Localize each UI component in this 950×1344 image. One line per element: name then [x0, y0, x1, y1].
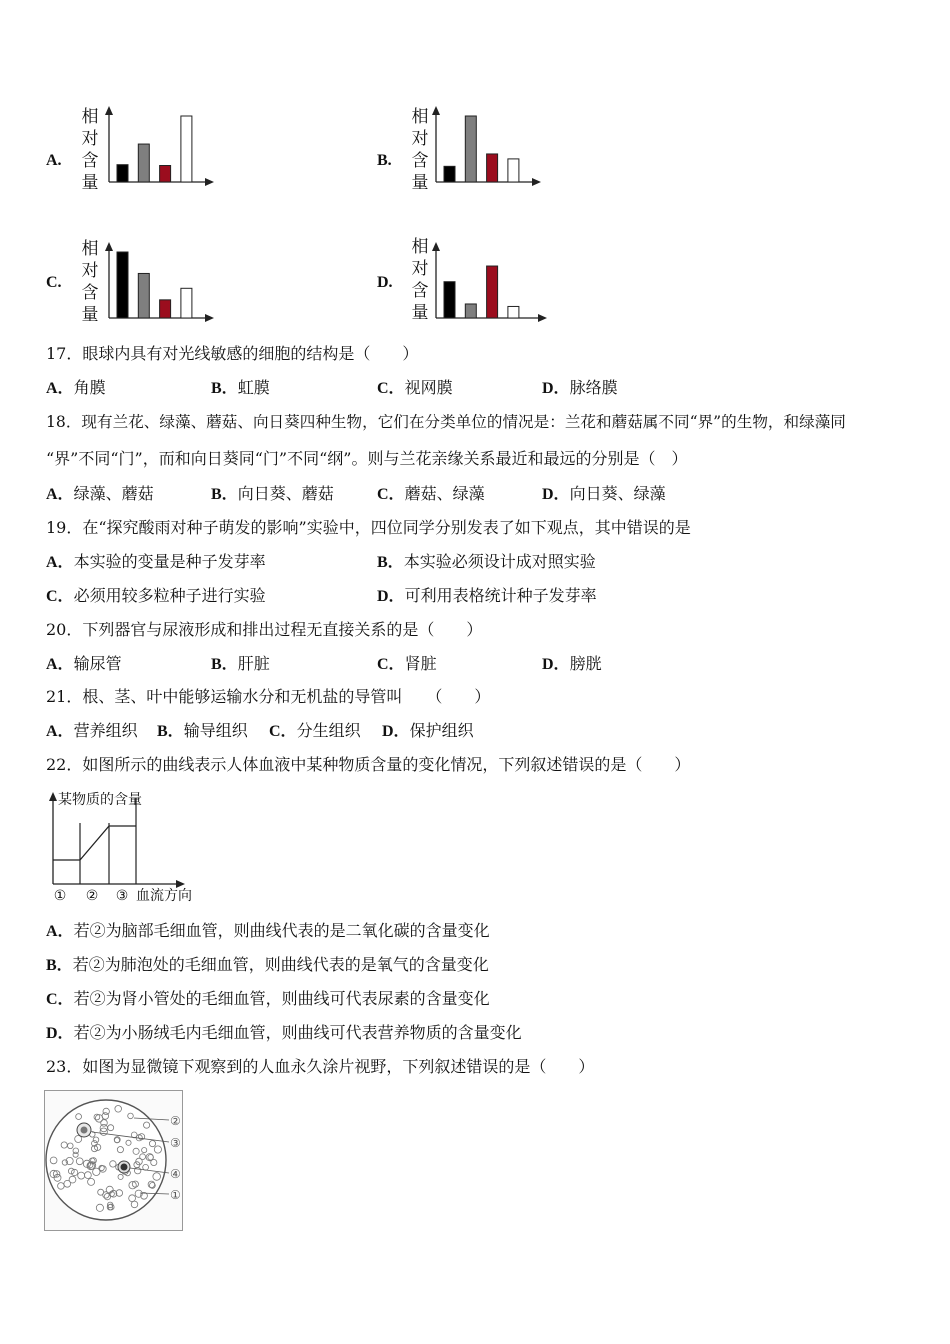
callout-label: ④ — [170, 1167, 181, 1181]
ylabel-char: 含 — [81, 151, 99, 171]
option-text: 向日葵、蘑菇 — [237, 484, 334, 503]
question-19-stem: 19．在“探究酸雨对种子萌发的影响”实验中，四位同学分别发表了如下观点，其中错误的是 — [46, 518, 691, 537]
option-letter: A． — [46, 380, 74, 397]
option-c[interactable] — [46, 586, 266, 607]
ylabel-char: 量 — [411, 303, 429, 323]
x-axis-arrow — [176, 880, 185, 888]
option-text: 视网膜 — [404, 378, 453, 397]
option-b[interactable] — [46, 955, 489, 976]
bar — [487, 154, 498, 182]
x-axis-label: 血流方向 — [136, 888, 192, 904]
ylabel-char: 相 — [81, 239, 99, 259]
option-text: 角膜 — [73, 378, 106, 397]
bar — [508, 159, 519, 182]
option-b[interactable] — [211, 654, 270, 675]
option-letter: C． — [46, 588, 74, 605]
option-text: 虹膜 — [237, 378, 270, 397]
option-c[interactable] — [377, 484, 485, 505]
option-a[interactable] — [46, 552, 266, 573]
option-letter: B． — [157, 723, 184, 740]
option-text: 输导组织 — [183, 721, 248, 740]
x-axis-arrow — [538, 314, 547, 322]
callout-label: ① — [170, 1188, 181, 1202]
ylabel-char: 量 — [81, 173, 99, 193]
question-21-stem: 21．根、茎、叶中能够运输水分和无机盐的导管叫 （ ） — [46, 687, 491, 706]
option-text: 肝脏 — [237, 654, 270, 673]
ylabel-char: 对 — [81, 261, 99, 281]
ylabel-char: 相 — [411, 237, 429, 257]
cell-nucleus — [81, 1127, 88, 1134]
option-a[interactable] — [46, 721, 138, 742]
question-20-stem: 20．下列器官与尿液形成和排出过程无直接关系的是（ ） — [46, 620, 483, 639]
bar-chart-c — [105, 236, 217, 328]
ylabel-char: 量 — [81, 305, 99, 325]
option-text: 向日葵、绿藻 — [569, 484, 666, 503]
question-22-stem: 22．如图所示的曲线表示人体血液中某种物质含量的变化情况，下列叙述错误的是（ ） — [46, 755, 691, 774]
question-18-stem-line2: “界”不同“门”，而和向日葵同“门”不同“纲”。则与兰花亲缘关系最近和最远的分别是（ ） — [46, 449, 688, 468]
option-b[interactable] — [211, 484, 334, 505]
option-a[interactable] — [46, 921, 490, 942]
cell-nucleus — [121, 1164, 128, 1171]
ylabel-char: 对 — [81, 129, 99, 149]
bar — [117, 252, 128, 318]
content-curve — [53, 826, 136, 860]
y-axis-arrow — [49, 792, 57, 801]
ylabel-char: 含 — [81, 283, 99, 303]
option-text: 本实验必须设计成对照实验 — [403, 552, 596, 571]
option-letter: A． — [46, 554, 74, 571]
bar — [444, 166, 455, 182]
ylabel-char: 含 — [411, 281, 429, 301]
bar — [487, 266, 498, 318]
option-c[interactable] — [377, 654, 437, 675]
option-letter: B． — [211, 380, 238, 397]
option-text: 绿藻、蘑菇 — [73, 484, 154, 503]
bar — [160, 300, 171, 318]
option-c[interactable] — [269, 721, 361, 742]
option-d[interactable] — [542, 484, 666, 505]
ylabel-char: 量 — [411, 173, 429, 193]
option-d[interactable] — [46, 1023, 522, 1044]
bar — [181, 116, 192, 182]
option-letter: D． — [542, 380, 570, 397]
question-17-stem: 17．眼球内具有对光线敏感的细胞的结构是（ ） — [46, 344, 419, 363]
bar — [138, 273, 149, 318]
ylabel-char: 含 — [411, 151, 429, 171]
bar — [117, 165, 128, 182]
bar — [444, 282, 455, 318]
option-letter: D． — [377, 588, 405, 605]
bar-chart-b — [432, 100, 544, 192]
option-d[interactable] — [377, 586, 597, 607]
ylabel-char: 对 — [411, 129, 429, 149]
bar — [138, 144, 149, 182]
option-text: 必须用较多粒种子进行实验 — [73, 586, 266, 605]
option-text: 若②为脑部毛细血管，则曲线代表的是二氧化碳的含量变化 — [73, 921, 490, 940]
x-axis-arrow — [205, 178, 214, 186]
option-b[interactable] — [377, 552, 596, 573]
option-letter: C． — [377, 656, 405, 673]
option-letter: A． — [46, 923, 74, 940]
callout-label: ② — [170, 1114, 181, 1128]
option-letter: C． — [46, 991, 74, 1008]
y-axis-label: 某物质的含量 — [58, 792, 142, 808]
bar-chart-a — [105, 100, 217, 192]
segment-label: ② — [85, 888, 99, 904]
ylabel-char: 相 — [81, 107, 99, 127]
y-axis-arrow — [105, 106, 113, 115]
option-a[interactable] — [46, 378, 106, 399]
y-axis-arrow — [105, 242, 113, 251]
ylabel-char: 相 — [411, 107, 429, 127]
option-letter: C． — [269, 723, 297, 740]
option-letter: D． — [382, 723, 410, 740]
y-axis-arrow — [432, 242, 440, 251]
option-label[interactable]: A. — [46, 152, 62, 169]
option-label[interactable]: D. — [377, 274, 393, 291]
question-23-stem: 23．如图为显微镜下观察到的人血永久涂片视野，下列叙述错误的是（ ） — [46, 1057, 595, 1076]
option-b[interactable] — [211, 378, 270, 399]
option-text: 脉络膜 — [569, 378, 618, 397]
option-c[interactable] — [46, 989, 490, 1010]
option-d[interactable] — [382, 721, 474, 742]
option-text: 膀胱 — [569, 654, 602, 673]
option-letter: D． — [542, 486, 570, 503]
option-letter: D． — [542, 656, 570, 673]
option-letter: C． — [377, 380, 405, 397]
callout-label: ③ — [170, 1136, 181, 1150]
bar — [465, 116, 476, 182]
option-text: 输尿管 — [73, 654, 122, 673]
option-text: 营养组织 — [73, 721, 138, 740]
option-b[interactable] — [157, 721, 248, 742]
option-text: 分生组织 — [296, 721, 361, 740]
segment-label: ① — [53, 888, 67, 904]
option-letter: B． — [46, 957, 73, 974]
option-letter: A． — [46, 656, 74, 673]
option-label[interactable]: B. — [377, 152, 392, 169]
segment-label: ③ — [115, 888, 129, 904]
option-c[interactable] — [377, 378, 453, 399]
option-d[interactable] — [542, 378, 618, 399]
bar — [160, 166, 171, 183]
option-text: 蘑菇、绿藻 — [404, 484, 485, 503]
option-letter: B． — [377, 554, 404, 571]
option-letter: B． — [211, 486, 238, 503]
blood-smear-micrograph — [44, 1090, 184, 1232]
option-letter: B． — [211, 656, 238, 673]
option-a[interactable] — [46, 654, 122, 675]
bar — [181, 288, 192, 318]
option-a[interactable] — [46, 484, 154, 505]
blood-flow-line-chart — [40, 788, 210, 906]
option-label[interactable]: C. — [46, 274, 62, 291]
option-text: 肾脏 — [404, 654, 437, 673]
bar-chart-d — [432, 236, 550, 328]
option-text: 可利用表格统计种子发芽率 — [404, 586, 597, 605]
option-letter: D． — [46, 1025, 74, 1042]
option-letter: C． — [377, 486, 405, 503]
option-text: 若②为肺泡处的毛细血管，则曲线代表的是氧气的含量变化 — [72, 955, 489, 974]
bar — [465, 304, 476, 318]
option-letter: A． — [46, 486, 74, 503]
option-d[interactable] — [542, 654, 602, 675]
x-axis-arrow — [205, 314, 214, 322]
bar — [508, 306, 519, 318]
option-letter: A． — [46, 723, 74, 740]
option-text: 若②为小肠绒毛内毛细血管，则曲线可代表营养物质的含量变化 — [73, 1023, 522, 1042]
y-axis-arrow — [432, 106, 440, 115]
option-text: 若②为肾小管处的毛细血管，则曲线可代表尿素的含量变化 — [73, 989, 490, 1008]
option-text: 本实验的变量是种子发芽率 — [73, 552, 266, 571]
ylabel-char: 对 — [411, 259, 429, 279]
option-text: 保护组织 — [409, 721, 474, 740]
x-axis-arrow — [532, 178, 541, 186]
question-18-stem-line1: 18．现有兰花、绿藻、蘑菇、向日葵四种生物，它们在分类单位的情况是：兰花和蘑菇属不同“界”的生物，和绿藻同 — [46, 413, 846, 431]
